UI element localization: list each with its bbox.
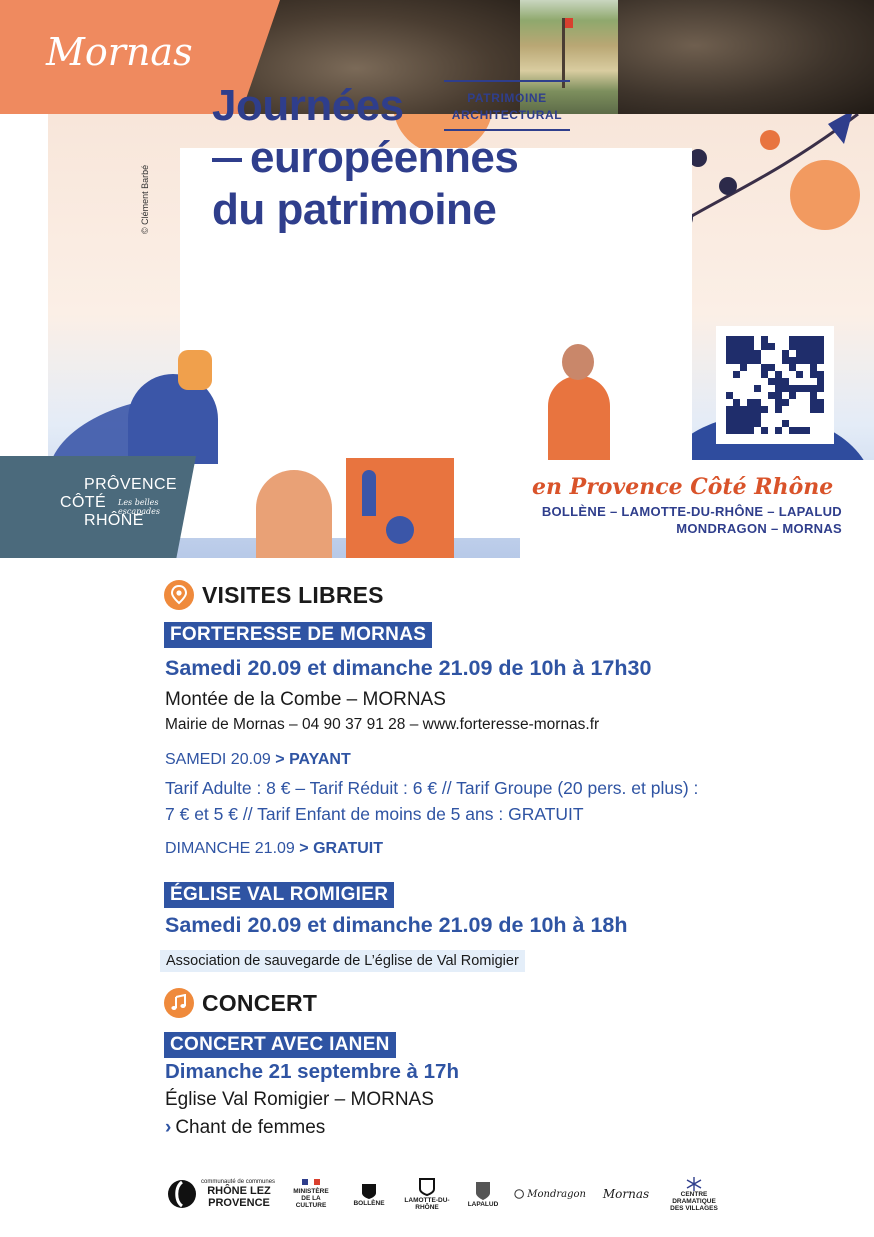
qr-module xyxy=(768,357,775,364)
qr-module xyxy=(803,378,810,385)
qr-module xyxy=(761,336,768,343)
qr-module xyxy=(782,399,789,406)
qr-module xyxy=(754,378,761,385)
logo-rhone-lez-provence xyxy=(166,1168,278,1220)
qr-module xyxy=(733,364,740,371)
lamotte-crest-icon xyxy=(418,1177,436,1197)
qr-code[interactable] xyxy=(716,326,834,444)
family-figure xyxy=(128,374,218,464)
qr-module xyxy=(789,420,796,427)
qr-module xyxy=(817,336,824,343)
dimanche-line xyxy=(165,840,383,858)
qr-module xyxy=(754,406,761,413)
qr-module xyxy=(803,357,810,364)
qr-module xyxy=(747,406,754,413)
qr-module xyxy=(761,343,768,350)
qr-module xyxy=(761,427,768,434)
qr-module xyxy=(761,364,768,371)
qr-module xyxy=(775,350,782,357)
qr-module xyxy=(768,385,775,392)
town-title: Mornas xyxy=(46,30,193,74)
eglise-association: Association de sauvegarde de L’église de Val Romigier xyxy=(160,950,525,972)
qr-module xyxy=(789,350,796,357)
concert-header xyxy=(164,988,317,1018)
qr-module xyxy=(747,420,754,427)
qr-module xyxy=(740,371,747,378)
qr-module xyxy=(796,413,803,420)
qr-module xyxy=(817,385,824,392)
qr-module xyxy=(733,413,740,420)
concert-place: Église Val Romigier – MORNAS xyxy=(165,1089,434,1110)
qr-module xyxy=(817,399,824,406)
concert-date: Dimanche 21 septembre à 17h xyxy=(165,1060,459,1083)
qr-module xyxy=(803,427,810,434)
qr-module xyxy=(803,371,810,378)
qr-module xyxy=(740,350,747,357)
qr-module xyxy=(733,385,740,392)
qr-module xyxy=(775,371,782,378)
qr-module xyxy=(775,413,782,420)
qr-code-pattern xyxy=(726,336,824,434)
qr-module xyxy=(817,392,824,399)
qr-module xyxy=(817,343,824,350)
qr-module xyxy=(768,343,775,350)
qr-module xyxy=(796,385,803,392)
region-towns-line-1: BOLLÈNE – LAMOTTE-DU-RHÔNE – LAPALUD xyxy=(541,504,842,519)
qr-module xyxy=(726,343,733,350)
qr-module xyxy=(796,336,803,343)
qr-module xyxy=(782,357,789,364)
samedi-day: SAMEDI 20.09 xyxy=(165,751,271,768)
qr-module xyxy=(803,392,810,399)
qr-module xyxy=(733,427,740,434)
qr-module xyxy=(768,350,775,357)
qr-module xyxy=(740,413,747,420)
qr-module xyxy=(796,399,803,406)
forteresse-address: Montée de la Combe – MORNAS xyxy=(165,689,446,710)
qr-module xyxy=(761,406,768,413)
qr-module xyxy=(810,336,817,343)
music-note-icon xyxy=(164,988,194,1018)
qr-module xyxy=(754,364,761,371)
qr-module xyxy=(733,399,740,406)
logo-line-1: PRÔVENCE xyxy=(84,476,177,493)
qr-module xyxy=(740,399,747,406)
qr-module xyxy=(733,371,740,378)
qr-module xyxy=(817,364,824,371)
title-line-2-text: européennes xyxy=(250,133,519,182)
qr-module xyxy=(726,399,733,406)
qr-module xyxy=(740,420,747,427)
qr-module xyxy=(810,357,817,364)
qr-module xyxy=(817,357,824,364)
qr-module xyxy=(754,413,761,420)
qr-module xyxy=(761,371,768,378)
lamotte-name: LAMOTTE-DU-RHÔNE xyxy=(404,1197,450,1211)
qr-module xyxy=(810,364,817,371)
qr-module xyxy=(754,336,761,343)
qr-module xyxy=(817,406,824,413)
qr-module xyxy=(726,378,733,385)
qr-module xyxy=(754,357,761,364)
dash-mark xyxy=(212,158,242,162)
qr-module xyxy=(754,343,761,350)
qr-module xyxy=(789,406,796,413)
photo-credit: © Clément Barbé xyxy=(140,164,150,234)
qr-module xyxy=(803,364,810,371)
qr-module xyxy=(803,413,810,420)
qr-module xyxy=(782,413,789,420)
qr-module xyxy=(726,427,733,434)
qr-module xyxy=(796,378,803,385)
flag-icon xyxy=(562,18,565,88)
qr-module xyxy=(761,392,768,399)
forteresse-label: FORTERESSE DE MORNAS xyxy=(164,622,432,648)
qr-module xyxy=(789,413,796,420)
qr-module xyxy=(768,406,775,413)
qr-module xyxy=(782,427,789,434)
qr-module xyxy=(733,343,740,350)
qr-module xyxy=(789,392,796,399)
qr-module xyxy=(782,392,789,399)
logo-centre-dramatique xyxy=(666,1168,722,1220)
qr-module xyxy=(775,357,782,364)
qr-module xyxy=(740,364,747,371)
mornas-name: Mornas xyxy=(602,1187,650,1201)
region-title: en Provence Côté Rhône xyxy=(532,474,834,500)
cathedral-building xyxy=(346,458,454,558)
provence-cote-rhone-logo xyxy=(60,476,190,530)
qr-module xyxy=(782,385,789,392)
qr-module xyxy=(740,427,747,434)
qr-module xyxy=(761,378,768,385)
qr-module xyxy=(740,378,747,385)
qr-module xyxy=(796,392,803,399)
qr-module xyxy=(782,420,789,427)
qr-module xyxy=(726,392,733,399)
qr-module xyxy=(796,371,803,378)
logo-line-3: RHÔNE xyxy=(84,512,144,529)
qr-module xyxy=(733,350,740,357)
section-title-visites: VISITES LIBRES xyxy=(202,581,384,608)
lapalud-crest-icon xyxy=(475,1181,491,1201)
qr-module xyxy=(803,399,810,406)
mondragon-seal-icon xyxy=(514,1188,524,1200)
visites-libres-header xyxy=(164,580,384,610)
region-towns xyxy=(542,503,842,537)
samedi-line xyxy=(165,751,351,769)
qr-module xyxy=(747,378,754,385)
qr-module xyxy=(810,385,817,392)
qr-module xyxy=(726,364,733,371)
qr-module xyxy=(782,371,789,378)
qr-module xyxy=(817,413,824,420)
logo-mondragon xyxy=(514,1168,586,1220)
qr-module xyxy=(789,343,796,350)
qr-module xyxy=(754,420,761,427)
qr-module xyxy=(817,378,824,385)
qr-module xyxy=(789,357,796,364)
qr-module xyxy=(768,420,775,427)
round-tower-building xyxy=(256,470,332,558)
qr-module xyxy=(796,427,803,434)
logo-lamotte xyxy=(404,1168,450,1220)
qr-module xyxy=(775,406,782,413)
qr-module xyxy=(782,406,789,413)
qr-module xyxy=(775,343,782,350)
qr-module xyxy=(740,385,747,392)
title-line-2 xyxy=(212,132,582,184)
dimanche-day: DIMANCHE 21.09 xyxy=(165,840,295,857)
lapalud-name: LAPALUD xyxy=(467,1200,499,1208)
qr-module xyxy=(747,413,754,420)
qr-module xyxy=(768,392,775,399)
qr-module xyxy=(810,343,817,350)
qr-module xyxy=(810,427,817,434)
french-flag-icon xyxy=(302,1179,320,1185)
qr-module xyxy=(726,371,733,378)
qr-module xyxy=(803,336,810,343)
qr-module xyxy=(754,399,761,406)
qr-module xyxy=(789,378,796,385)
qr-module xyxy=(733,392,740,399)
qr-module xyxy=(747,336,754,343)
qr-module xyxy=(803,385,810,392)
qr-module xyxy=(789,385,796,392)
qr-module xyxy=(775,427,782,434)
tarif-line-1: Tarif Adulte : 8 € – Tarif Réduit : 6 € // Tarif Groupe (20 pers. et plus) : xyxy=(165,778,699,798)
tarif-line-2: 7 € et 5 € // Tarif Enfant de moins de 5 ans : GRATUIT xyxy=(165,804,584,824)
qr-module xyxy=(817,427,824,434)
qr-module xyxy=(810,399,817,406)
qr-module xyxy=(810,378,817,385)
qr-module xyxy=(754,392,761,399)
qr-module xyxy=(796,350,803,357)
forteresse-contact: Mairie de Mornas – 04 90 37 91 28 – www.forteresse-mornas.fr xyxy=(165,716,600,733)
qr-module xyxy=(740,406,747,413)
qr-module xyxy=(782,350,789,357)
qr-module xyxy=(768,371,775,378)
qr-module xyxy=(796,357,803,364)
qr-module xyxy=(768,399,775,406)
qr-module xyxy=(768,413,775,420)
qr-module xyxy=(810,350,817,357)
rhone-lez-provence-caption: communauté de communes xyxy=(201,1179,276,1185)
logo-tagline: Les belles escapades xyxy=(118,498,160,516)
tag-line-1: PATRIMOINE xyxy=(467,91,547,105)
qr-module xyxy=(733,357,740,364)
logo-ministere-culture xyxy=(288,1168,334,1220)
qr-module xyxy=(761,350,768,357)
qr-module xyxy=(747,392,754,399)
qr-module xyxy=(810,406,817,413)
logo-mornas xyxy=(598,1168,654,1220)
section-title-concert: CONCERT xyxy=(202,989,318,1016)
qr-module xyxy=(768,364,775,371)
qr-module xyxy=(775,392,782,399)
rhone-lez-provence-mark-icon xyxy=(167,1179,197,1209)
eglise-label: ÉGLISE VAL ROMIGIER xyxy=(164,882,394,908)
qr-module xyxy=(768,427,775,434)
qr-module xyxy=(789,399,796,406)
qr-module xyxy=(775,385,782,392)
qr-module xyxy=(747,399,754,406)
rhone-lez-provence-name: RHÔNE LEZ PROVENCE xyxy=(207,1185,271,1209)
qr-module xyxy=(726,406,733,413)
partner-logos xyxy=(160,1168,720,1220)
qr-module xyxy=(775,364,782,371)
qr-module xyxy=(817,371,824,378)
qr-module xyxy=(754,385,761,392)
qr-module xyxy=(754,427,761,434)
logo-lapalud xyxy=(460,1168,506,1220)
qr-module xyxy=(747,357,754,364)
concert-description-line xyxy=(165,1117,325,1139)
mondragon-name: Mondragon xyxy=(527,1188,586,1200)
qr-module xyxy=(789,364,796,371)
title-line-1: Journées xyxy=(212,81,404,130)
qr-module xyxy=(782,343,789,350)
qr-module xyxy=(733,420,740,427)
qr-module xyxy=(761,385,768,392)
qr-module xyxy=(754,350,761,357)
title-line-3: du patrimoine xyxy=(212,185,497,234)
qr-module xyxy=(803,343,810,350)
qr-module xyxy=(747,385,754,392)
qr-module xyxy=(796,343,803,350)
qr-module xyxy=(810,420,817,427)
centre-dramatique-name: CENTRE DRAMATIQUE DES VILLAGES xyxy=(670,1190,718,1212)
qr-module xyxy=(789,336,796,343)
qr-module xyxy=(740,392,747,399)
qr-module xyxy=(768,336,775,343)
qr-module xyxy=(747,343,754,350)
qr-module xyxy=(726,336,733,343)
qr-module xyxy=(775,378,782,385)
qr-module xyxy=(740,357,747,364)
concert-description: Chant de femmes xyxy=(175,1117,326,1138)
qr-module xyxy=(733,378,740,385)
qr-module xyxy=(817,420,824,427)
qr-module xyxy=(747,364,754,371)
qr-module xyxy=(726,357,733,364)
bollene-name: BOLLÈNE xyxy=(353,1199,385,1207)
qr-module xyxy=(796,364,803,371)
qr-module xyxy=(768,378,775,385)
qr-module xyxy=(747,350,754,357)
qr-module xyxy=(747,427,754,434)
patrimoine-tag xyxy=(444,80,570,131)
stone-wall-right xyxy=(618,0,874,114)
qr-module xyxy=(740,343,747,350)
bollene-crest-icon xyxy=(360,1182,378,1200)
chevron-right-icon: › xyxy=(165,1117,172,1138)
qr-module xyxy=(775,336,782,343)
concert-label: CONCERT AVEC IANEN xyxy=(164,1032,396,1058)
qr-module xyxy=(726,413,733,420)
qr-module xyxy=(810,371,817,378)
dimanche-status: > GRATUIT xyxy=(299,840,383,857)
region-towns-line-2: MONDRAGON – MORNAS xyxy=(676,521,842,536)
tag-line-2: ARCHITECTURAL xyxy=(451,108,563,122)
qr-module xyxy=(803,406,810,413)
eglise-dates: Samedi 20.09 et dimanche 21.09 de 10h à 18h xyxy=(165,913,628,937)
qr-module xyxy=(761,420,768,427)
star-burst-icon xyxy=(685,1177,703,1191)
qr-module xyxy=(782,364,789,371)
qr-module xyxy=(810,413,817,420)
ministere-culture-name: MINISTÈRE DE LA CULTURE xyxy=(293,1188,329,1209)
qr-module xyxy=(796,406,803,413)
qr-module xyxy=(789,371,796,378)
forteresse-dates: Samedi 20.09 et dimanche 21.09 de 10h à 17h30 xyxy=(165,656,652,680)
qr-module xyxy=(782,336,789,343)
qr-module xyxy=(740,336,747,343)
qr-module xyxy=(817,350,824,357)
qr-module xyxy=(810,392,817,399)
qr-module xyxy=(726,385,733,392)
qr-module xyxy=(803,420,810,427)
rhone-lez-provence-text xyxy=(201,1179,277,1209)
qr-module xyxy=(796,420,803,427)
qr-module xyxy=(789,427,796,434)
qr-module xyxy=(761,357,768,364)
samedi-status: > PAYANT xyxy=(275,751,351,768)
qr-module xyxy=(733,406,740,413)
qr-module xyxy=(775,420,782,427)
logo-bollene xyxy=(346,1168,392,1220)
qr-module xyxy=(775,399,782,406)
qr-module xyxy=(726,350,733,357)
qr-module xyxy=(782,378,789,385)
qr-module xyxy=(803,350,810,357)
logo-line-2: CÔTÉ xyxy=(60,494,107,511)
qr-module xyxy=(733,336,740,343)
qr-module xyxy=(761,399,768,406)
location-pin-icon xyxy=(164,580,194,610)
qr-module xyxy=(754,371,761,378)
qr-module xyxy=(761,413,768,420)
qr-module xyxy=(747,371,754,378)
qr-module xyxy=(726,420,733,427)
